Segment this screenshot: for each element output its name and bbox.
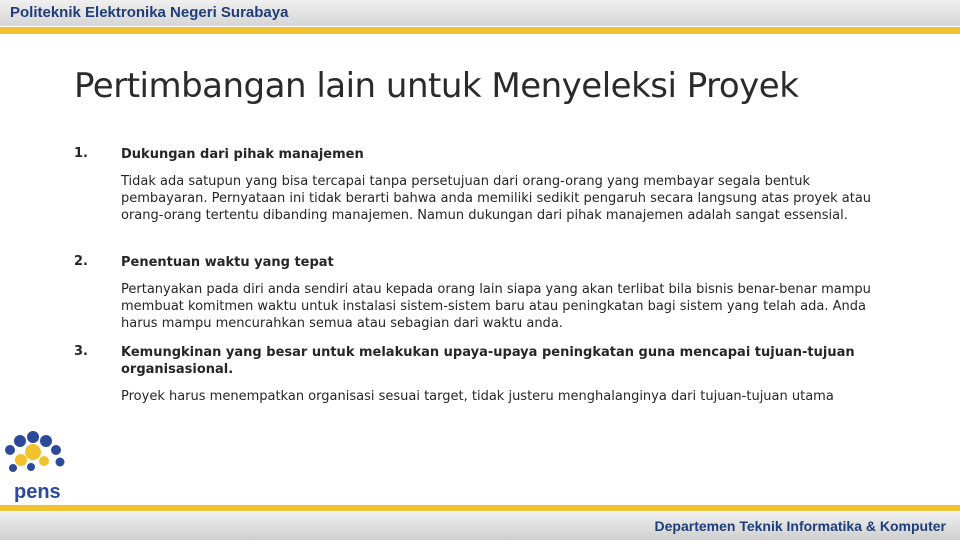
- institution-name: Politeknik Elektronika Negeri Surabaya: [10, 4, 289, 21]
- slide-content: [74, 146, 894, 405]
- bottom-accent-line: [0, 505, 960, 511]
- item-description: Pertanyakan pada diri anda sendiri atau kepada orang lain siapa yang akan terlibat bila bisnis benar-benar mampu membuat komitmen waktu untuk instalasi sistem-sistem baru atau peningkatan bagi sistem yang telah ada. Anda harus mampu mencurahkan semua atau sebagian dari waktu anda.: [121, 282, 871, 331]
- logo-text: pens: [14, 481, 61, 503]
- slide-title: Pertimbangan lain untuk Menyeleksi Proyek: [74, 66, 799, 106]
- item-description: Tidak ada satupun yang bisa tercapai tanpa persetujuan dari orang-orang yang membayar segala bentuk pembayaran. Pernyataan ini tidak berarti bahwa anda memiliki sedikit pengaruh secara langsung atas proyek atau orang-orang tertentu dibanding manajemen. Namun dukungan dari pihak manajemen adalah sangat essensial.: [121, 174, 872, 223]
- department-name: Departemen Teknik Informatika & Komputer: [654, 518, 946, 534]
- item-number: 2.: [74, 254, 88, 269]
- item-heading: Kemungkinan yang besar untuk melakukan upaya-upaya peningkatan guna mencapai tujuan-tujuan organisasional.: [121, 345, 855, 377]
- list-item-3: [74, 344, 894, 405]
- top-accent-line: [0, 27, 960, 34]
- list-item-2: [74, 254, 894, 344]
- item-heading: Penentuan waktu yang tepat: [121, 255, 334, 270]
- list-item-1: [74, 146, 894, 254]
- top-banner: [0, 0, 960, 26]
- bottom-banner: [0, 512, 960, 540]
- item-heading: Dukungan dari pihak manajemen: [121, 147, 364, 162]
- item-number: 3.: [74, 344, 88, 359]
- logo-mark: [5, 431, 65, 472]
- pens-logo-icon: [0, 428, 80, 503]
- item-description: Proyek harus menempatkan organisasi sesuai target, tidak justeru menghalanginya dari tujuan-tujuan utama: [121, 389, 834, 404]
- item-number: 1.: [74, 146, 88, 161]
